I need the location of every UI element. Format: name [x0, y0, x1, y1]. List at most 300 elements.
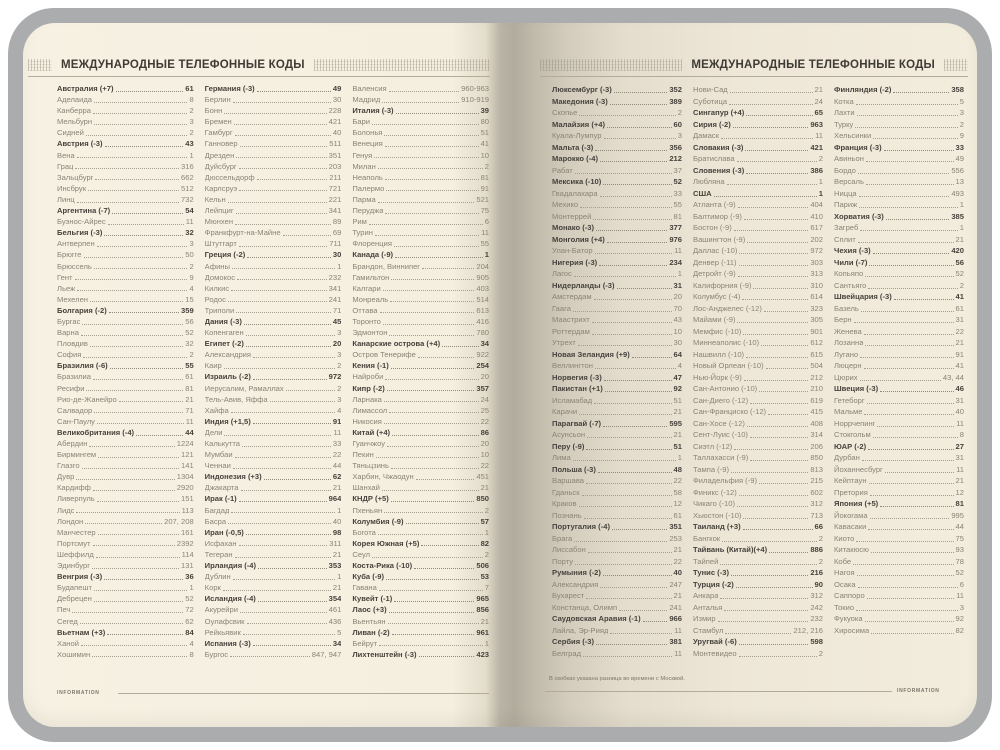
city-row [205, 261, 342, 272]
entry-name: Роттердам [552, 326, 590, 336]
entry-name: Сидней [57, 128, 84, 138]
dot-leader [246, 335, 335, 336]
entry-code: 22 [480, 416, 490, 426]
dot-leader [729, 104, 812, 105]
entry-name: Эдмонтон [352, 328, 388, 338]
entry-name: Чехия (-3) [834, 246, 871, 255]
dot-leader [725, 633, 791, 634]
dot-leader [231, 512, 335, 513]
city-row [205, 238, 342, 249]
country-row [834, 211, 964, 223]
city-row [352, 482, 489, 493]
entry-code: 7 [484, 583, 490, 593]
entry-code: 4 [677, 361, 682, 370]
dot-leader [246, 346, 331, 347]
entry-code: 377 [669, 223, 682, 232]
entry-code: 66 [814, 522, 823, 531]
country-row [205, 560, 342, 571]
city-row [552, 533, 682, 545]
dot-leader [858, 587, 958, 588]
entry-code: 161 [181, 527, 194, 537]
entry-name: Сантьяго [834, 280, 867, 290]
entry-name: Дрезден [204, 150, 235, 160]
entry-name: Финляндия (-2) [834, 85, 892, 94]
city-row [552, 452, 682, 464]
entry-name: Сплит [834, 234, 856, 244]
city-row [57, 394, 194, 405]
dot-leader [747, 426, 808, 427]
entry-code: 52 [185, 328, 194, 338]
entry-name: Перуджа [352, 206, 384, 216]
country-row [57, 571, 194, 582]
entry-name: Кельн [204, 194, 226, 204]
country-row [693, 165, 823, 177]
entry-name: Джакарта [204, 483, 239, 493]
entry-name: Ливерпуль [57, 494, 95, 504]
entry-name: Даллас (-10) [693, 246, 738, 255]
entry-name: Кения (-1) [352, 361, 389, 371]
entry-name: Вьетнам (+3) [57, 627, 106, 637]
dot-leader [866, 161, 954, 162]
dot-leader [228, 523, 331, 524]
entry-code: 856 [476, 605, 490, 615]
city-row [205, 505, 342, 516]
city-row [834, 406, 964, 418]
entry-code: 52 [673, 177, 682, 186]
city-row [352, 283, 489, 294]
entry-code: 33 [955, 142, 964, 152]
entry-code: 37 [673, 165, 682, 175]
dot-leader [72, 612, 183, 613]
entry-code: 3 [189, 117, 194, 127]
city-row [205, 582, 342, 593]
entry-code: 39 [480, 106, 490, 116]
dot-leader [372, 124, 479, 125]
entry-code: 53 [480, 572, 490, 582]
entry-code: 421 [810, 142, 823, 152]
entry-name: Перу (-9) [552, 441, 585, 451]
entry-name: Дурбан [834, 453, 860, 462]
entry-name: Лугано [834, 349, 859, 359]
entry-name: Словакия (-3) [693, 142, 744, 152]
entry-name: Швеция (-3) [834, 384, 879, 393]
city-row [834, 544, 964, 556]
entry-code: 2 [484, 549, 490, 559]
entry-code: 21 [814, 85, 823, 94]
dot-leader [94, 601, 183, 602]
city-row [834, 475, 964, 487]
entry-code: 614 [810, 292, 823, 301]
dot-leader [239, 246, 327, 247]
entry-code: 2 [337, 383, 342, 393]
dot-leader [372, 557, 483, 558]
entry-name: Монреаль [352, 294, 389, 304]
city-row [834, 188, 964, 200]
entry-name: Детройт (-9) [693, 269, 736, 278]
entry-code: 80 [480, 117, 490, 127]
entry-name: Анталья [693, 602, 723, 612]
city-row [352, 371, 489, 382]
entry-code: 131 [181, 561, 194, 571]
entry-name: Дания (-3) [204, 316, 242, 326]
city-row [552, 395, 682, 407]
dot-leader [235, 224, 331, 225]
entry-name: Исландия (-4) [204, 594, 256, 604]
city-row [57, 649, 194, 660]
dot-leader [722, 541, 817, 542]
entry-code: 75 [480, 206, 490, 216]
city-row [552, 556, 682, 568]
country-row [552, 234, 682, 246]
dot-leader [244, 324, 331, 325]
city-row [57, 527, 194, 538]
dot-leader [421, 545, 478, 546]
entry-code: 2 [337, 361, 342, 371]
dot-leader [768, 414, 808, 415]
dot-leader [237, 279, 327, 280]
entry-name: Сан-Диего (-12) [693, 395, 749, 405]
entry-name: Никосия [352, 416, 382, 426]
city-row [693, 291, 823, 303]
entry-code: 44 [185, 427, 194, 437]
entry-name: Новый Орлеан (-10) [693, 361, 764, 370]
dot-leader [369, 224, 483, 225]
entry-code: 1224 [176, 439, 194, 448]
entry-name: Эдинбург [57, 561, 90, 571]
entry-name: Любляна [693, 177, 725, 186]
entry-code: 114 [181, 549, 194, 559]
entry-name: Дели [204, 427, 223, 437]
city-row [693, 625, 823, 637]
entry-code: 2 [189, 128, 194, 138]
entry-code: 212, 216 [793, 625, 823, 635]
dot-leader [80, 623, 183, 624]
country-row [352, 105, 489, 116]
entry-name: Монголия (+4) [552, 234, 605, 244]
entry-name: Найроби [352, 372, 384, 382]
dot-leader [77, 202, 179, 203]
entry-name: Стамбул [693, 625, 724, 635]
city-row [205, 161, 342, 172]
city-row [57, 316, 194, 327]
city-row [693, 590, 823, 602]
dot-leader [384, 401, 479, 402]
entry-name: Будапешт [57, 583, 92, 593]
dot-leader [76, 479, 174, 480]
entry-name: Бари [352, 117, 371, 127]
entry-code: 602 [810, 487, 823, 497]
city-row [352, 227, 489, 238]
entry-code: 886 [810, 545, 823, 554]
entry-name: Македония (-3) [552, 96, 608, 106]
country-row [352, 338, 489, 349]
entry-code: 514 [476, 294, 490, 304]
entry-name: Сирия (-2) [693, 119, 731, 129]
dot-leader [594, 299, 672, 300]
entry-name: Белград [552, 648, 582, 658]
entry-name: Цюрих [834, 372, 858, 382]
city-row [205, 604, 342, 615]
entry-name: Дюссельдорф [204, 172, 255, 182]
country-row [834, 84, 964, 96]
entry-name: Австрия (-3) [57, 139, 103, 149]
entry-name: Йоханнесбург [834, 464, 883, 474]
entry-code: 3 [677, 131, 682, 140]
city-row [352, 127, 489, 138]
dot-leader [739, 495, 809, 496]
city-row [693, 280, 823, 292]
country-row [205, 638, 342, 649]
city-row [57, 482, 194, 493]
codes-column-2 [205, 83, 342, 660]
dot-leader [734, 230, 809, 231]
city-row [57, 538, 194, 549]
entry-code: 905 [476, 272, 490, 282]
entry-name: Венгрия (-3) [57, 572, 103, 582]
entry-name: Люксембург (-3) [552, 85, 612, 94]
entry-code: 21 [332, 483, 342, 493]
entry-code: 31 [955, 315, 964, 324]
city-row [552, 337, 682, 349]
entry-name: США [693, 188, 712, 198]
city-row [57, 560, 194, 571]
city-row [834, 153, 964, 165]
dot-leader [739, 253, 808, 254]
dot-leader [389, 91, 460, 92]
dot-leader [586, 598, 671, 599]
dot-leader [378, 168, 483, 169]
codes-column-3 [352, 83, 489, 660]
entry-code: 56 [955, 257, 964, 267]
entry-code: 21 [332, 583, 342, 593]
dot-leader [109, 312, 179, 313]
entry-code: 813 [810, 464, 823, 474]
dot-leader [579, 506, 672, 507]
entry-code: 598 [810, 637, 823, 646]
dot-leader [96, 557, 180, 558]
dot-leader [391, 468, 479, 469]
codes-column-2 [693, 84, 823, 659]
entry-name: Загреб [834, 223, 859, 232]
entry-name: Румыния (-2) [552, 568, 601, 577]
entry-name: Калькутта [204, 439, 241, 448]
city-row [693, 234, 823, 246]
city-row [552, 360, 682, 372]
city-row [57, 371, 194, 382]
dot-leader [617, 288, 672, 289]
dot-leader [582, 495, 672, 496]
city-row [57, 294, 194, 305]
entry-name: Сент-Луис (-10) [693, 430, 748, 439]
city-row [205, 571, 342, 582]
city-row [693, 222, 823, 234]
entry-code: 2 [818, 648, 823, 658]
entry-name: Линц [57, 194, 75, 204]
entry-code: 1 [337, 261, 342, 271]
entry-name: Лозанна [834, 338, 864, 347]
entry-code: 351 [669, 522, 682, 531]
dot-leader [383, 290, 475, 291]
entry-code: 21 [673, 545, 682, 554]
entry-name: Тяньцзинь [352, 461, 389, 471]
dot-leader [744, 380, 809, 381]
country-row [205, 249, 342, 260]
dot-leader [595, 150, 667, 151]
entry-name: Атланта (-9) [693, 200, 736, 209]
city-row [57, 593, 194, 604]
entry-name: Бургос [204, 649, 229, 659]
dot-leader [391, 501, 475, 502]
entry-code: 4 [189, 638, 194, 648]
dot-leader [223, 590, 331, 591]
entry-name: Ресифи [57, 383, 85, 393]
dot-leader [270, 401, 336, 402]
entry-name: Льеж [57, 283, 76, 293]
dot-leader [233, 102, 331, 103]
dot-leader [880, 506, 953, 507]
entry-name: Финикс (-12) [693, 487, 737, 497]
entry-code: 49 [955, 154, 964, 163]
dot-leader [77, 290, 187, 291]
entry-code: 850 [810, 453, 823, 462]
entry-code: 20 [673, 292, 682, 301]
entry-code: 40 [332, 516, 342, 526]
entry-code: 232 [328, 272, 342, 282]
entry-name: Асунсьон [552, 430, 586, 439]
entry-code: 359 [181, 305, 194, 315]
dot-leader [750, 460, 808, 461]
dot-leader [600, 587, 667, 588]
dot-leader [231, 412, 335, 413]
city-row [834, 464, 964, 476]
entry-code: 2 [818, 556, 823, 566]
entry-code: 1 [818, 188, 823, 198]
dot-leader [104, 235, 183, 236]
dot-leader [586, 449, 671, 450]
city-row [57, 194, 194, 205]
codes-column-3 [834, 84, 964, 659]
dot-leader [743, 334, 808, 335]
entry-name: Рабат [552, 165, 573, 175]
city-row [693, 176, 823, 188]
country-row [57, 305, 194, 316]
dot-leader [868, 288, 957, 289]
entry-name: Лейпциг [204, 206, 234, 216]
entry-code: 151 [181, 494, 194, 504]
entry-code: 64 [673, 349, 682, 359]
city-row [693, 245, 823, 257]
dot-leader [587, 437, 672, 438]
dot-leader [869, 483, 954, 484]
country-row [352, 593, 489, 604]
entry-name: Кардифф [57, 483, 91, 493]
dot-leader [81, 335, 183, 336]
dot-leader [884, 150, 954, 151]
dot-leader [94, 590, 188, 591]
entry-code: 1 [337, 505, 342, 515]
entry-code: 711 [329, 239, 342, 249]
entry-code: 21 [673, 430, 682, 439]
entry-name: Лахти [834, 108, 855, 117]
entry-name: Марокко (-4) [552, 154, 598, 163]
city-row [57, 416, 194, 427]
entry-name: Лагос [552, 269, 572, 278]
dot-leader [584, 518, 672, 519]
entry-name: Генуя [352, 150, 373, 160]
dot-leader [98, 457, 179, 458]
dot-leader [739, 656, 817, 657]
city-row [57, 183, 194, 194]
dot-leader [86, 135, 188, 136]
entry-name: Рио-де-Жанейро [57, 394, 117, 404]
entry-code: 21 [955, 476, 964, 485]
dot-leader [97, 246, 188, 247]
entry-name: Краков [552, 499, 577, 508]
dot-leader [858, 173, 949, 174]
dot-leader [893, 92, 949, 93]
dot-leader [869, 265, 953, 266]
dot-leader [864, 334, 954, 335]
dot-leader [862, 460, 954, 461]
entry-code: 386 [810, 165, 823, 175]
entry-code: 6 [959, 579, 964, 589]
city-row [693, 326, 823, 338]
entry-name: Брюгге [57, 250, 82, 260]
country-row [352, 560, 489, 571]
entry-code: 43 [185, 139, 194, 149]
city-row [57, 105, 194, 116]
entry-name: Болонья [352, 128, 383, 138]
dot-leader [93, 490, 175, 491]
dot-leader [860, 230, 957, 231]
city-row [205, 616, 342, 627]
entry-name: Испания (-3) [204, 638, 251, 648]
entry-code: 1 [337, 572, 342, 582]
dot-leader [727, 184, 817, 185]
entry-code: 8 [189, 649, 194, 659]
dot-leader [88, 190, 179, 191]
city-row [834, 107, 964, 119]
city-row [205, 227, 342, 238]
country-row [352, 538, 489, 549]
entry-name: Тель-Авив, Яффа [204, 394, 268, 404]
entry-name: Родос [204, 294, 226, 304]
entry-code: 203 [328, 161, 342, 171]
dot-leader [573, 311, 672, 312]
entry-code: 43, 44 [942, 372, 964, 382]
city-row [352, 394, 489, 405]
entry-name: Австралия (+7) [57, 84, 114, 93]
entry-name: Лихтенштейн (-3) [352, 649, 417, 659]
entry-code: 8 [959, 430, 964, 439]
city-row [205, 127, 342, 138]
city-row [352, 327, 489, 338]
entry-code: 2 [189, 350, 194, 360]
city-row [205, 360, 342, 371]
dot-leader [610, 633, 672, 634]
dot-leader [603, 184, 671, 185]
dot-leader [82, 468, 179, 469]
city-row [693, 96, 823, 108]
dot-leader [422, 268, 474, 269]
city-row [834, 268, 964, 280]
country-row [693, 142, 823, 154]
entry-code: 253 [669, 533, 682, 543]
entry-code: 10 [480, 450, 490, 460]
city-row [205, 460, 342, 471]
entry-code: 50 [185, 250, 194, 260]
dot-leader [386, 190, 478, 191]
